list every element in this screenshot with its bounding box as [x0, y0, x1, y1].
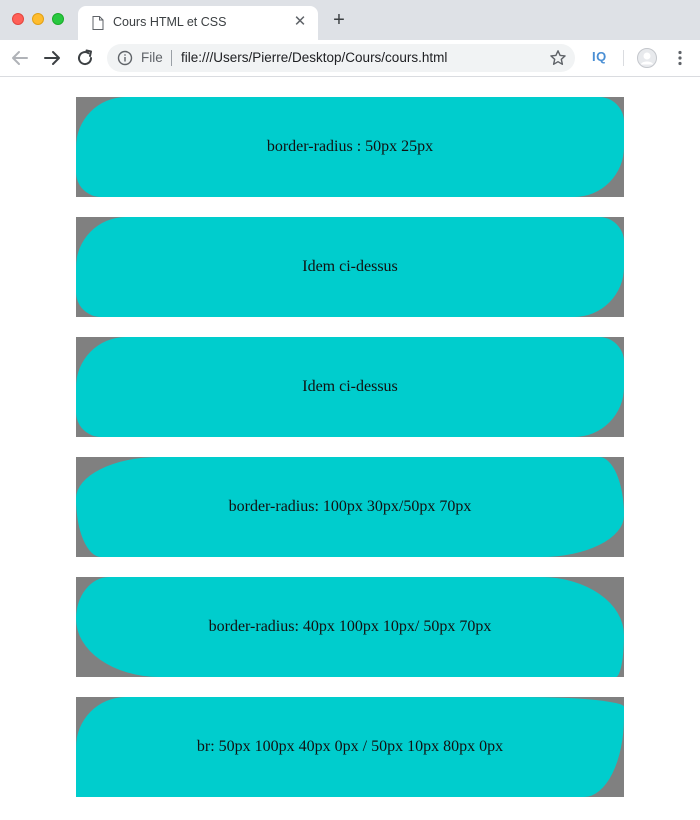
back-arrow-icon[interactable] — [9, 47, 31, 69]
zoom-window-button[interactable] — [52, 13, 64, 25]
demo-box-3 — [76, 337, 624, 437]
demo-label: border-radius: 40px 100px 10px/ 50px 70px — [208, 618, 492, 635]
tab-bar — [0, 0, 700, 40]
demo-box-2 — [76, 217, 624, 317]
minimize-window-button[interactable] — [32, 13, 44, 25]
rounded-box — [76, 697, 624, 797]
profile-icon[interactable] — [637, 48, 657, 68]
reload-icon[interactable] — [74, 47, 96, 69]
iq-extension-button[interactable]: IQ — [592, 49, 607, 64]
url-text[interactable]: file:///Users/Pierre/Desktop/Cours/cours.html — [181, 50, 448, 65]
rounded-box — [76, 97, 624, 197]
scheme-label: File — [141, 50, 163, 65]
new-tab-button[interactable]: + — [333, 9, 345, 31]
demo-label: border-radius : 50px 25px — [266, 138, 434, 155]
demo-label: Idem ci-dessus — [302, 258, 398, 275]
demo-label: border-radius: 100px 30px/50px 70px — [228, 498, 472, 515]
close-window-button[interactable] — [12, 13, 24, 25]
tab-title: Cours HTML et CSS — [113, 15, 227, 29]
rounded-box — [76, 217, 624, 317]
demo-label: Idem ci-dessus — [302, 378, 398, 395]
demo-box-1 — [76, 97, 624, 197]
forward-arrow-icon[interactable] — [41, 47, 63, 69]
tab-cours-html-css[interactable] — [78, 6, 318, 40]
file-icon — [92, 16, 104, 30]
demo-box-5 — [76, 577, 624, 677]
rounded-box — [76, 577, 624, 677]
rounded-box — [76, 337, 624, 437]
demo-box-6 — [76, 697, 624, 797]
address-divider — [171, 50, 172, 66]
info-icon[interactable] — [117, 50, 133, 66]
menu-dots-icon[interactable] — [673, 49, 687, 67]
close-icon[interactable]: ✕ — [293, 13, 307, 30]
star-icon[interactable] — [549, 49, 567, 67]
toolbar-divider — [623, 50, 624, 66]
demo-label: br: 50px 100px 40px 0px / 50px 10px 80px 0px — [196, 738, 504, 755]
demo-box-4 — [76, 457, 624, 557]
address-bar[interactable] — [107, 44, 575, 72]
rounded-box — [76, 457, 624, 557]
